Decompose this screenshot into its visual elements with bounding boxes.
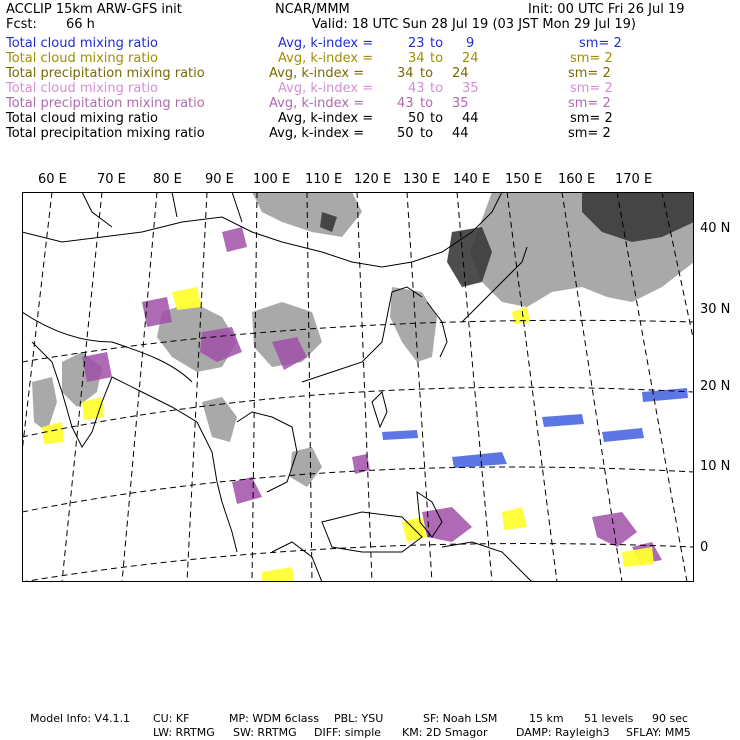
footer-shortwave: SW: RRTMG [233,726,297,739]
legend-row [6,51,734,66]
footer-resolution: 15 km [529,712,564,725]
legend-row [6,36,734,51]
lat-label: 10 N [700,459,731,474]
valid-time: Valid: 18 UTC Sun 28 Jul 19 (03 JST Mon 29 Jul 19) [312,17,636,32]
legend-k-to: 24 [462,51,479,66]
lon-label: 170 E [615,172,653,187]
lon-label: 130 E [403,172,441,187]
organization-label: NCAR/MMM [275,2,350,17]
legend-k-to: 24 [452,66,469,81]
lon-label: 160 E [558,172,596,187]
lon-label: 70 E [97,172,126,187]
lon-label: 90 E [205,172,234,187]
legend-k-to: 9 [466,36,475,51]
legend-row [6,126,734,141]
model-title: ACCLIP 15km ARW-GFS init [6,2,182,17]
footer-levels: 51 levels [584,712,634,725]
legend-avg-label: Avg, k-index = [269,96,365,111]
legend-k-from: 34 [397,66,414,81]
legend-row [6,66,734,81]
legend-row [6,81,734,96]
legend-k-from: 50 [408,111,425,126]
forecast-map [22,192,694,582]
lon-label: 110 E [305,172,343,187]
legend-smoothing: sm= 2 [568,66,611,81]
forecast-label: Fcst: [6,17,37,32]
legend-avg-label: Avg, k-index = [278,51,374,66]
legend-k-from: 50 [397,126,414,141]
legend-k-to: 35 [452,96,469,111]
legend-row [6,111,734,126]
legend-smoothing: sm= 2 [579,36,622,51]
footer-cumulus: CU: KF [153,712,190,725]
legend-avg-label: Avg, k-index = [278,36,374,51]
legend-k-from: 43 [397,96,414,111]
legend-k-to: 44 [462,111,479,126]
lat-label: 20 N [700,379,731,394]
legend-row [6,96,734,111]
legend-k-from: 34 [408,51,425,66]
lat-label: 0 [700,540,709,555]
legend-field-name: Total cloud mixing ratio [6,111,159,126]
legend-field-name: Total cloud mixing ratio [6,81,159,96]
legend-to-word: to [420,126,434,141]
init-time: Init: 00 UTC Fri 26 Jul 19 [528,2,685,17]
lat-label: 30 N [700,302,731,317]
legend-to-word: to [420,66,434,81]
legend-k-to: 35 [462,81,479,96]
footer-timestep: 90 sec [652,712,689,725]
lon-label: 120 E [354,172,392,187]
legend-field-name: Total precipitation mixing ratio [6,66,205,81]
legend-to-word: to [430,111,444,126]
footer-km: KM: 2D Smagor [402,726,488,739]
footer-diffusion: DIFF: simple [314,726,382,739]
footer-surface: SF: Noah LSM [423,712,498,725]
legend-field-name: Total precipitation mixing ratio [6,126,205,141]
legend-field-name: Total cloud mixing ratio [6,51,159,66]
forecast-hours: 66 h [66,17,95,32]
legend-avg-label: Avg, k-index = [278,111,374,126]
legend-to-word: to [430,81,444,96]
lon-label: 80 E [153,172,182,187]
legend-to-word: to [430,51,444,66]
legend-to-word: to [430,36,444,51]
legend-avg-label: Avg, k-index = [269,126,365,141]
legend-field-name: Total cloud mixing ratio [6,36,159,51]
legend-k-from: 23 [408,36,425,51]
legend-avg-label: Avg, k-index = [278,81,374,96]
legend-smoothing: sm= 2 [568,96,611,111]
footer-pbl: PBL: YSU [334,712,384,725]
legend-field-name: Total precipitation mixing ratio [6,96,205,111]
legend-k-to: 44 [452,126,469,141]
legend-smoothing: sm= 2 [568,126,611,141]
legend-smoothing: sm= 2 [570,51,613,66]
footer-longwave: LW: RRTMG [153,726,215,739]
footer-damping: DAMP: Rayleigh3 [516,726,610,739]
lat-label: 40 N [700,221,731,236]
footer-surface-layer: SFLAY: MM5 [626,726,691,739]
legend-avg-label: Avg, k-index = [269,66,365,81]
footer-microphysics: MP: WDM 6class [229,712,319,725]
legend-smoothing: sm= 2 [570,81,613,96]
lon-label: 60 E [38,172,67,187]
lon-label: 100 E [253,172,291,187]
legend-to-word: to [420,96,434,111]
legend-k-from: 43 [408,81,425,96]
legend-smoothing: sm= 2 [570,111,613,126]
lon-label: 140 E [453,172,491,187]
lon-label: 150 E [505,172,543,187]
footer-model-version: Model Info: V4.1.1 [30,712,131,725]
